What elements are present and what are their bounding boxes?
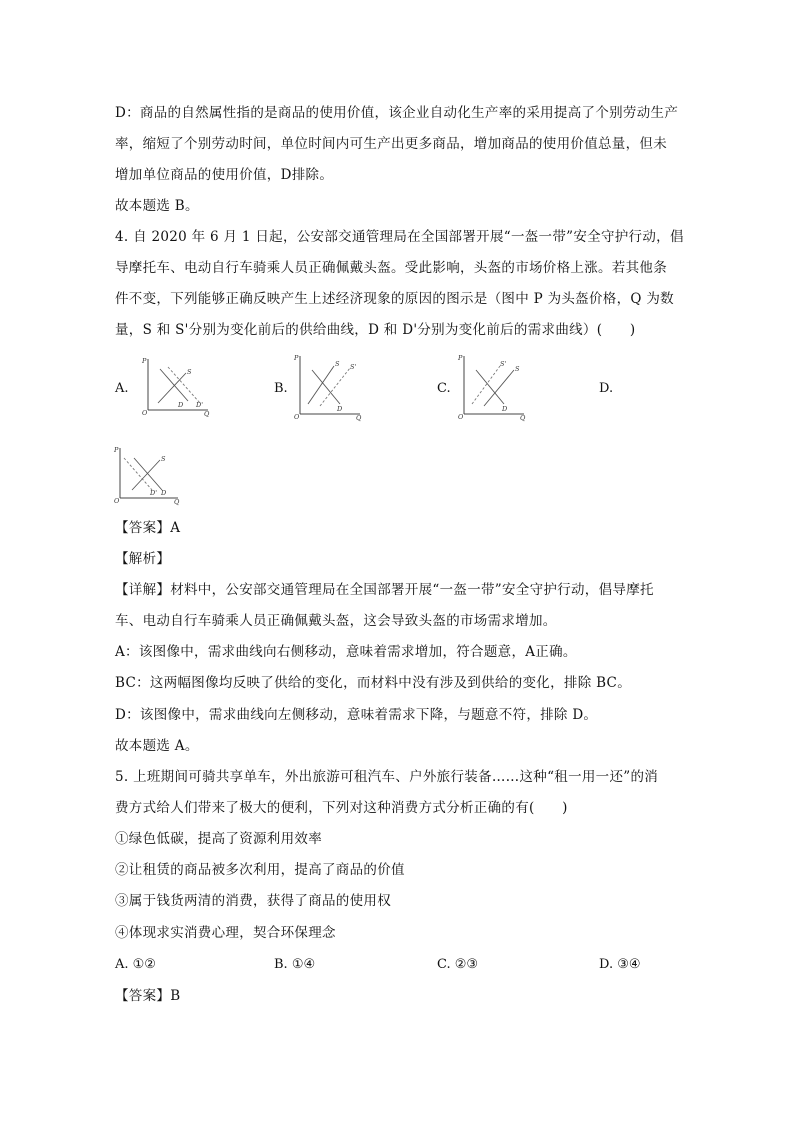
graph-d-supply-curve	[132, 460, 160, 490]
prev-conclusion: 故本题选 B。	[115, 198, 199, 214]
graph-a-p-label: P	[142, 357, 147, 365]
q5-answer: 【答案】B	[115, 988, 181, 1004]
q4-d-explanation: D：该图像中，需求曲线向左侧移动，意味着需求下降，与题意不符，排除 D。	[115, 707, 598, 723]
q4-graph-d	[112, 444, 184, 506]
prev-d-explanation-line2: 率，缩短了个别劳动时间，单位时间内可生产出更多商品，增加商品的使用价值总量，但未	[115, 136, 667, 152]
graph-a-new-demand-curve	[168, 367, 200, 403]
q4-detail-line1: 【详解】材料中，公安部交通管理局在全国部署开展“一盔一带”安全守护行动，倡导摩托	[115, 582, 654, 598]
graph-d-o-label: O	[114, 497, 120, 505]
q4-a-explanation: A：该图像中，需求曲线向右侧移动，意味着需求增加，符合题意，A正确。	[115, 644, 577, 660]
q4-bc-explanation: BC：这两幅图像均反映了供给的变化，而材料中没有涉及到供给的变化，排除 BC。	[115, 675, 631, 691]
graph-a-d-label: D	[178, 401, 184, 409]
graph-a-s-label: S	[187, 368, 192, 376]
graph-c-d-label: D	[502, 405, 508, 413]
q4-analysis-heading: 【解析】	[115, 551, 171, 567]
graph-a-o-label: O	[142, 409, 148, 417]
graph-d-d2-label: D'	[150, 489, 157, 497]
graph-c-o-label: O	[458, 413, 464, 421]
q5-statement-2: ②让租赁的商品被多次利用，提高了商品的价值	[115, 862, 405, 878]
graph-b-o-label: O	[294, 413, 300, 421]
prev-d-explanation-line3: 增加单位商品的使用价值，D排除。	[115, 167, 334, 183]
q4-graph-a	[138, 355, 210, 417]
graph-d-p-label: P	[114, 446, 119, 454]
q4-detail-line2: 车、电动自行车骑乘人员正确佩戴头盔，这会导致头盔的市场需求增加。	[115, 613, 557, 629]
q4-stem-line4: 量，S 和 S'分别为变化前后的供给曲线，D 和 D'分别为变化前后的需求曲线）( )	[115, 322, 636, 338]
graph-b-supply-curve	[308, 366, 334, 404]
prev-d-explanation-line1: D：商品的自然属性指的是商品的使用价值，该企业自动化生产率的采用提高了个别劳动生产	[115, 105, 679, 121]
graph-d-q-label: Q	[174, 498, 180, 506]
q4-option-a-label: A.	[115, 381, 129, 396]
graph-c-q-label: Q	[520, 414, 526, 422]
q4-stem-line3: 件不变，下列能够正确反映产生上述经济现象的原因的图示是（图中 P 为头盔价格，Q 为数	[115, 291, 674, 307]
graph-c-new-supply-curve	[472, 366, 500, 404]
graph-c-p-label: P	[458, 354, 463, 362]
q5-option-b: B. ①④	[274, 957, 316, 972]
q5-option-a: A. ①②	[115, 957, 156, 972]
q4-option-b-label: B.	[274, 381, 288, 396]
graph-c-supply-curve	[484, 370, 514, 406]
graph-c-s2-label: S'	[500, 360, 507, 368]
graph-c-s-label: S	[515, 365, 520, 373]
graph-a-d2-label: D'	[196, 401, 203, 409]
q4-stem-line2: 导摩托车、电动自行车骑乘人员正确佩戴头盔。受此影响，头盔的市场价格上涨。若其他条	[115, 260, 667, 276]
q5-statement-4: ④体现求实消费心理，契合环保理念	[115, 925, 336, 941]
graph-a-q-label: Q	[204, 410, 210, 417]
q4-graph-b	[292, 352, 362, 422]
graph-a-supply-curve	[158, 373, 186, 403]
q5-statement-3: ③属于钱货两清的消费，获得了商品的使用权	[115, 893, 391, 909]
graph-b-q-label: Q	[356, 414, 362, 422]
q4-option-d-label: D.	[599, 381, 614, 396]
q4-stem-line1: 4. 自 2020 年 6 月 1 日起，公安部交通管理局在全国部署开展“一盔一带”安全守护行动，倡	[115, 229, 684, 245]
q4-graph-c	[456, 352, 526, 422]
q5-option-d: D. ③④	[599, 957, 641, 972]
q5-option-c: C. ②③	[437, 957, 479, 972]
graph-b-s-label: S	[335, 360, 340, 368]
graph-b-d-label: D	[337, 405, 343, 413]
graph-b-new-supply-curve	[320, 368, 350, 406]
q5-stem-line1: 5. 上班期间可骑共享单车，外出旅游可租汽车、户外旅行装备……这种“租一用一还”的消	[115, 769, 659, 785]
q4-answer: 【答案】A	[115, 520, 181, 536]
q5-stem-line2: 费方式给人们带来了极大的便利，下列对这种消费方式分析正确的有( )	[115, 800, 568, 816]
q4-conclusion: 故本题选 A。	[115, 738, 199, 754]
q4-option-c-label: C.	[437, 381, 451, 396]
graph-b-s2-label: S'	[350, 363, 357, 371]
graph-d-d-label: D	[161, 489, 167, 497]
q5-statement-1: ①绿色低碳，提高了资源利用效率	[115, 831, 322, 847]
graph-d-s-label: S	[161, 455, 166, 463]
graph-b-p-label: P	[294, 354, 299, 362]
